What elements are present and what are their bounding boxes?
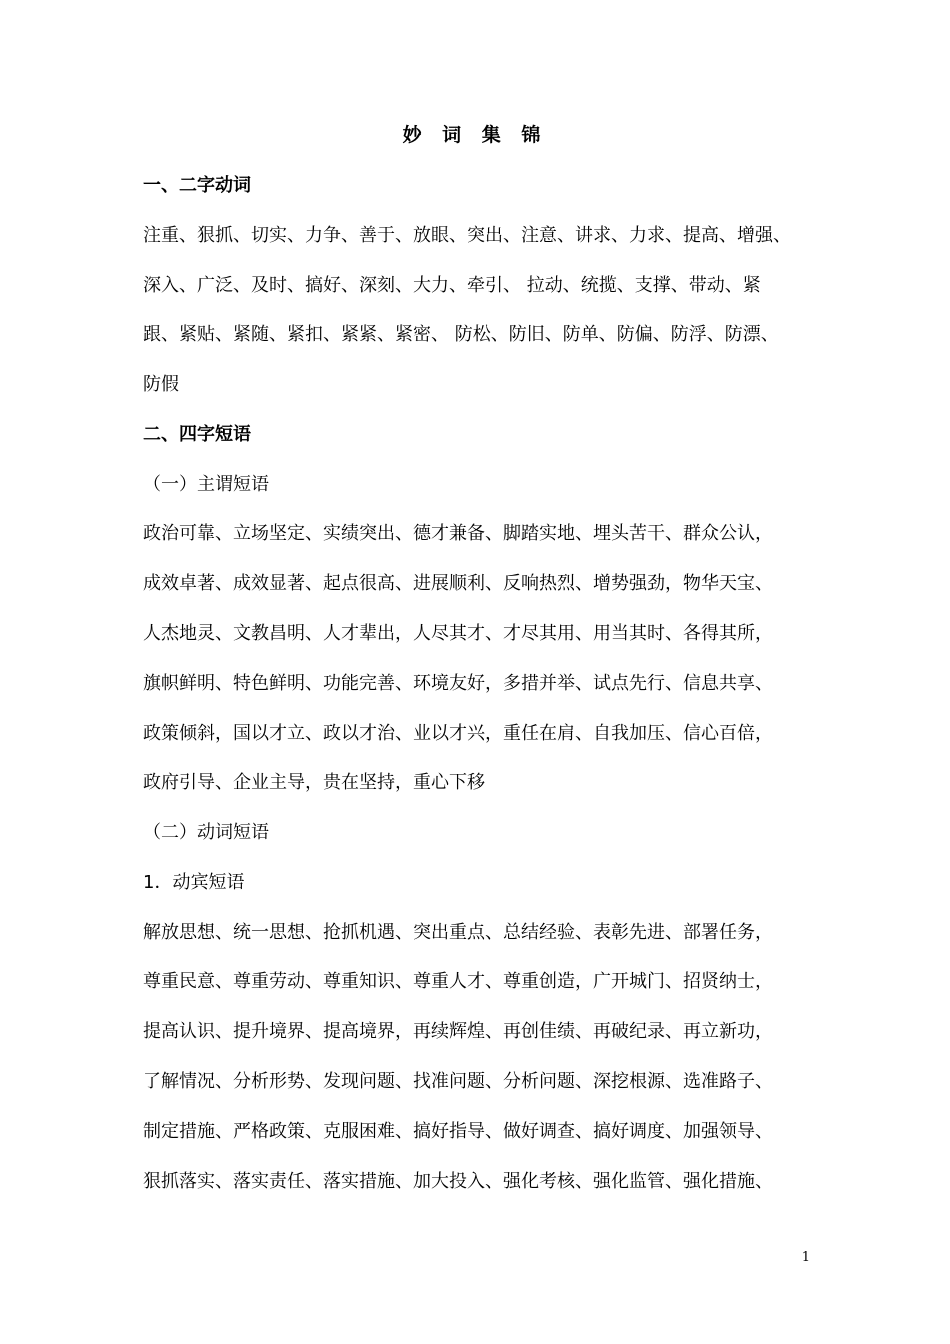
text-line: 成效卓著、成效显著、起点很高、进展顺利、反响热烈、增势强劲，物华天宝、 — [143, 573, 773, 594]
subsection-heading: 1．动宾短语 — [143, 872, 245, 893]
text-line: 注重、狠抓、切实、力争、善于、放眼、突出、注意、讲求、力求、提高、增强、 — [143, 225, 791, 246]
text-line: 解放思想、统一思想、抢抓机遇、突出重点、总结经验、表彰先进、部署任务， — [143, 922, 773, 943]
document-title: 妙 词 集 锦 — [402, 124, 548, 146]
subsection-heading: （一）主谓短语 — [143, 474, 269, 495]
section-heading-two-char-verbs: 一、二字动词 — [143, 175, 251, 196]
text-line: 政策倾斜，国以才立、政以才治、业以才兴，重任在肩、自我加压、信心百倍， — [143, 723, 773, 744]
text-line: 防假 — [143, 374, 179, 395]
text-line: 了解情况、分析形势、发现问题、找准问题、分析问题、深挖根源、选准路子、 — [143, 1071, 773, 1092]
section-heading-four-char-phrases: 二、四字短语 — [143, 424, 251, 445]
text-line: 尊重民意、尊重劳动、尊重知识、尊重人才、尊重创造，广开城门、招贤纳士， — [143, 971, 773, 992]
text-line: 跟、紧贴、紧随、紧扣、紧紧、紧密、 防松、防旧、防单、防偏、防浮、防漂、 — [143, 324, 779, 345]
text-line: 政治可靠、立场坚定、实绩突出、德才兼备、脚踏实地、埋头苦干、群众公认， — [143, 523, 773, 544]
text-line: 制定措施、严格政策、克服困难、搞好指导、做好调查、搞好调度、加强领导、 — [143, 1121, 773, 1142]
text-line: 狠抓落实、落实责任、落实措施、加大投入、强化考核、强化监管、强化措施、 — [143, 1171, 773, 1192]
text-line: 人杰地灵、文教昌明、人才辈出，人尽其才、才尽其用、用当其时、各得其所， — [143, 623, 773, 644]
subsection-heading: （二）动词短语 — [143, 822, 269, 843]
text-line: 提高认识、提升境界、提高境界，再续辉煌、再创佳绩、再破纪录、再立新功， — [143, 1021, 773, 1042]
page-number: 1 — [801, 1250, 810, 1265]
text-line: 旗帜鲜明、特色鲜明、功能完善、环境友好，多措并举、试点先行、信息共享、 — [143, 673, 773, 694]
text-line: 政府引导、企业主导，贵在坚持，重心下移 — [143, 772, 485, 793]
text-line: 深入、广泛、及时、搞好、深刻、大力、牵引、 拉动、统揽、支撑、带动、紧 — [143, 275, 761, 296]
